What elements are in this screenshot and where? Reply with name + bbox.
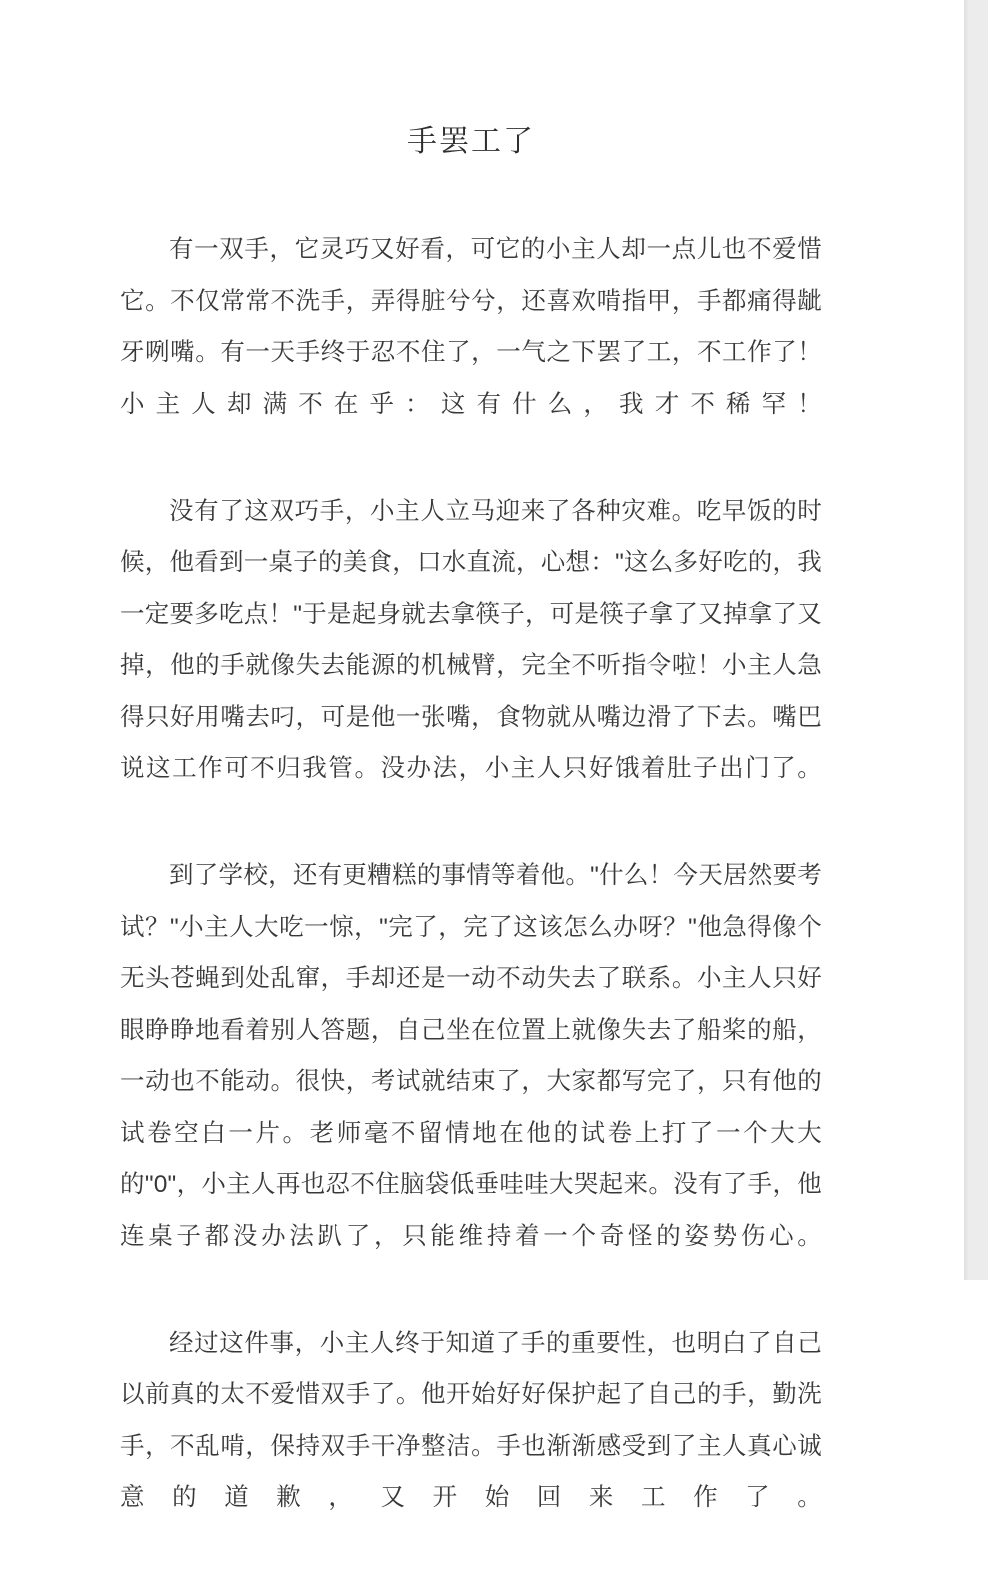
paragraph: 到了学校，还有更糟糕的事情等着他。"什么！今天居然要考试？"小主人大吃一惊，"完了，完了这该怎么办呀？"他急得像个无头苍蝇到处乱窜，手却还是一动不动失去了联系。小主人只好眼睁睁地看着别人答题，自己坐在位置上就像失去了船桨的船，一动也不能动。很快，考试就结束了，大家都写完了，只有他的试卷空白一片。老师毫不留情地在他的试卷上打了一个大大的"0"，小主人再也忍不住脑袋低垂哇哇大哭起来。没有了手，他连桌子都没办法趴了，只能维持着一个奇怪的姿势伤心。 [120,850,822,1314]
page-title: 手罢工了 [120,0,822,162]
paragraph: 有一双手，它灵巧又好看，可它的小主人却一点儿也不爱惜它。不仅常常不洗手，弄得脏兮兮，还喜欢啃指甲，手都痛得龇牙咧嘴。有一天手终于忍不住了，一气之下罢了工，不工作了！小主人却满不在乎：这有什么，我才不稀罕！ [120,224,822,482]
page-edge-gutter [964,0,988,1280]
paragraph: 没有了这双巧手，小主人立马迎来了各种灾难。吃早饭的时候，他看到一桌子的美食，口水直流，心想："这么多好吃的，我一定要多吃点！"于是起身就去拿筷子，可是筷子拿了又掉拿了又掉，他的手就像失去能源的机械臂，完全不听指令啦！小主人急得只好用嘴去叼，可是他一张嘴，食物就从嘴边滑了下去。嘴巴说这工作可不归我管。没办法，小主人只好饿着肚子出门了。 [120,486,822,847]
document-body [120,0,822,1575]
paragraph: 经过这件事，小主人终于知道了手的重要性，也明白了自己以前真的太不爱惜双手了。他开始好好保护起了自己的手，勤洗手，不乱啃，保持双手干净整洁。手也渐渐感受到了主人真心诚意的道歉，又开始回来工作了。 [120,1318,822,1575]
